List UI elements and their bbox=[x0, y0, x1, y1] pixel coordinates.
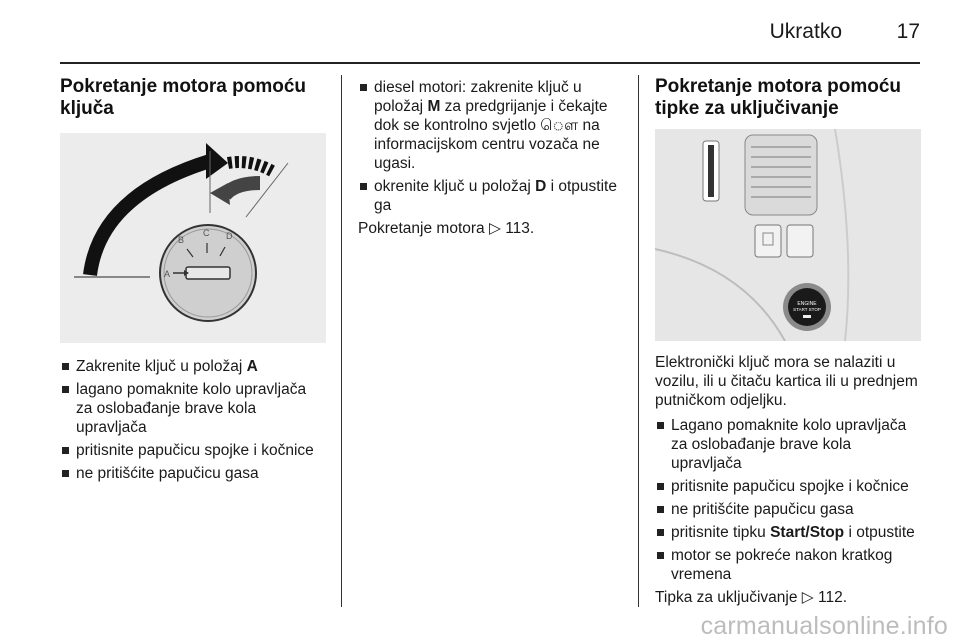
start-button-figure bbox=[655, 129, 921, 341]
key-position-b: B bbox=[178, 235, 185, 245]
watermark: carmanualsonline.info bbox=[700, 612, 948, 640]
list-item: okrenite ključ u položaj D i otpustite ga bbox=[358, 177, 628, 215]
button-start-steps bbox=[655, 416, 923, 584]
column-key-start bbox=[60, 76, 326, 487]
list-item: Zakrenite ključ u položaj A bbox=[60, 357, 326, 376]
list-item: ne pritišćite papučicu gasa bbox=[655, 500, 923, 519]
key-position-c: C bbox=[203, 228, 210, 238]
page-header bbox=[60, 0, 920, 64]
start-button-label: START STOP bbox=[793, 307, 821, 312]
key-position-d: D bbox=[226, 231, 233, 241]
reference-arrow-icon: ▷ bbox=[801, 589, 814, 606]
column-key-start-continued bbox=[358, 78, 628, 238]
list-item: pritisnite papučicu spojke i kočnice bbox=[655, 477, 923, 496]
list-item: pritisnite tipku Start/Stop i otpustite bbox=[655, 523, 923, 542]
reference-arrow-icon: ▷ bbox=[488, 220, 501, 237]
ignition-key-figure bbox=[60, 133, 326, 343]
glow-plug-icon: ௌ bbox=[540, 117, 579, 134]
list-item: lagano pomaknite kolo upravljača za oslobađanje brave kola upravljača bbox=[60, 380, 326, 437]
list-item: Lagano pomaknite kolo upravljača za oslobađanje brave kola upravljača bbox=[655, 416, 923, 473]
column-button-start bbox=[655, 76, 923, 607]
page-reference: Pokretanje motora ▷ 113. bbox=[358, 220, 535, 237]
start-button-label: ENGINE bbox=[797, 301, 817, 307]
list-item: motor se pokreće nakon kratkog vremena bbox=[655, 546, 923, 584]
list-item: ne pritišćite papučicu gasa bbox=[60, 464, 326, 483]
key-start-steps bbox=[60, 357, 326, 483]
heading-key-start: Pokretanje motora pomoću ključa bbox=[60, 76, 306, 119]
list-item: pritisnite papučicu spojke i kočnice bbox=[60, 441, 326, 460]
section-title: Ukratko bbox=[769, 20, 842, 43]
heading-button-start: Pokretanje motora pomoću tipke za uključivanje bbox=[655, 76, 901, 119]
key-start-steps-continued bbox=[358, 78, 628, 215]
page-reference: Tipka za uključivanje ▷ 112. bbox=[655, 589, 848, 606]
intro-paragraph: Elektronički ključ mora se nalaziti u vozilu, ili u čitaču kartica ili u prednjem putničkom odjeljku. bbox=[655, 354, 918, 409]
column-divider bbox=[341, 75, 342, 607]
key-position-a: A bbox=[164, 269, 171, 279]
column-divider bbox=[638, 75, 639, 607]
page-number: 17 bbox=[896, 20, 920, 43]
list-item: diesel motori: zakrenite ključ u položaj M za predgrijanje i čekajte dok se kontrolno svjetlo ௌ na informacijskom centru vozača ne ugasi. bbox=[358, 78, 628, 173]
